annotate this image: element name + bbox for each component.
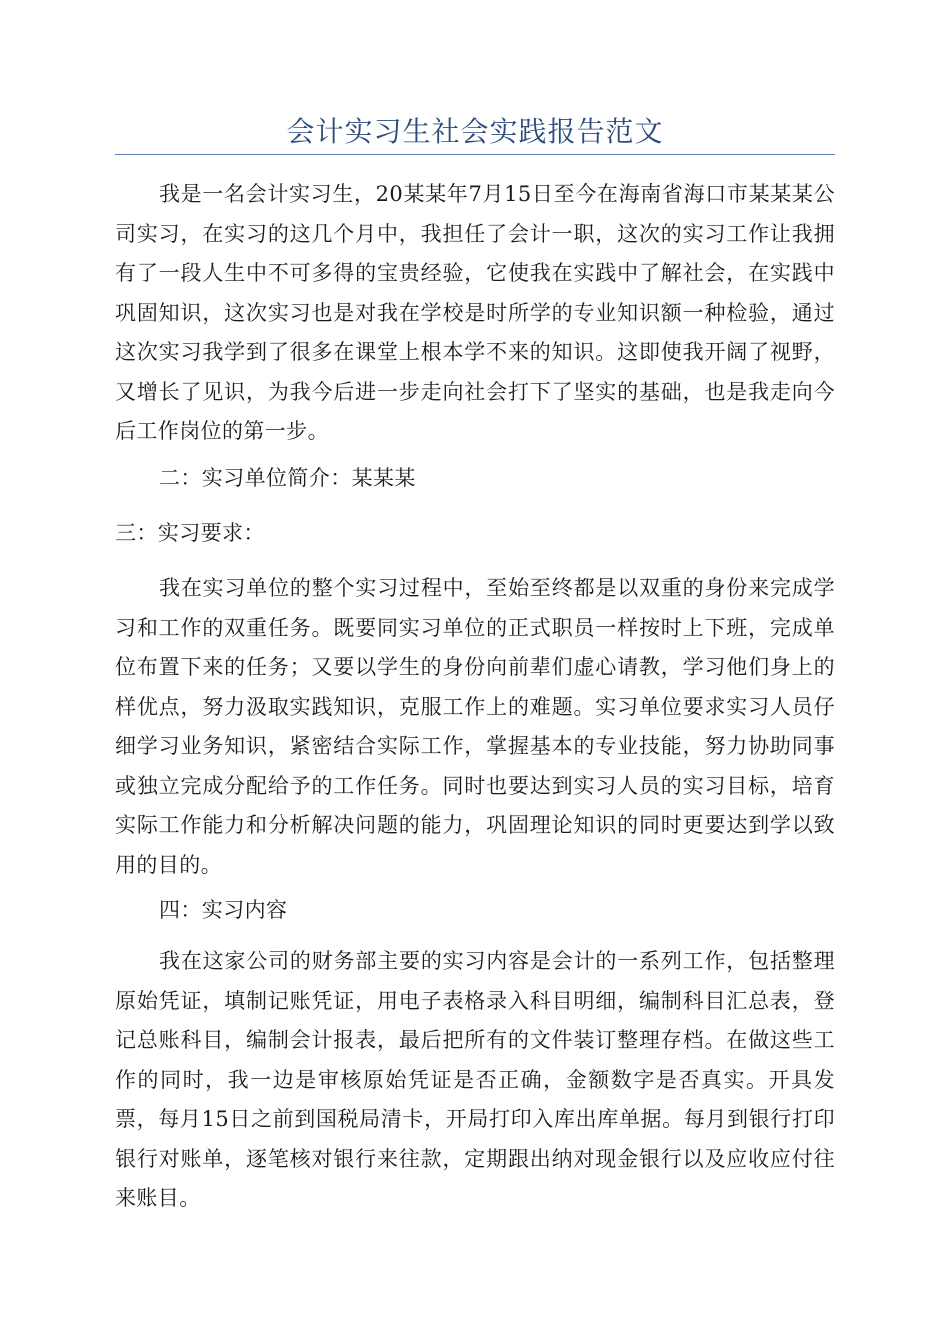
title-underline bbox=[115, 154, 835, 155]
paragraph-requirements: 我在实习单位的整个实习过程中，至始至终都是以双重的身份来完成学习和工作的双重任务。既要同实习单位的正式职员一样按时上下班，完成单位布置下来的任务；又要以学生的身份向前辈们虚心请教，学习他们身上的样优点，努力汲取实践知识，克服工作上的难题。实习单位要求实习人员仔细学习业务知识，紧密结合实际工作，掌握基本的专业技能，努力协助同事或独立完成分配给予的工作任务。同时也要达到实习人员的实习目标，培育实际工作能力和分析解决问题的能力，巩固理论知识的同时更要达到学以致用的目的。 bbox=[115, 576, 835, 877]
section-heading-requirements: 三：实习要求： bbox=[115, 521, 265, 545]
paragraph-introduction: 我是一名会计实习生，20某某年7月15日至今在海南省海口市某某某公司实习，在实习的这几个月中，我担任了会计一职，这次的实习工作让我拥有了一段人生中不可多得的宝贵经验，它使我在实践中了解社会，在实践中巩固知识，这次实习也是对我在学校是时所学的专业知识额一种检验，通过这次实习我学到了很多在课堂上根本学不来的知识。这即使我开阔了视野，又增长了见识，为我今后进一步走向社会打下了坚实的基础，也是我走向今后工作岗位的第一步。 bbox=[115, 182, 835, 443]
section-heading-unit-intro: 二：实习单位简介：某某某 bbox=[159, 466, 416, 490]
paragraph-content: 我在这家公司的财务部主要的实习内容是会计的一系列工作，包括整理原始凭证，填制记账凭证，用电子表格录入科目明细，编制科目汇总表，登记总账科目，编制会计报表，最后把所有的文件装订整理存档。在做这些工作的同时，我一边是审核原始凭证是否正确，金额数字是否真实。开具发票，每月15日之前到国税局清卡，开局打印入库出库单据。每月到银行打印银行对账单，逐笔核对银行来往款，定期跟出纳对现金银行以及应收应付往来账目。 bbox=[115, 949, 835, 1210]
document-title: 会计实习生社会实践报告范文 bbox=[286, 115, 664, 148]
section-heading-content: 四：实习内容 bbox=[159, 898, 288, 922]
